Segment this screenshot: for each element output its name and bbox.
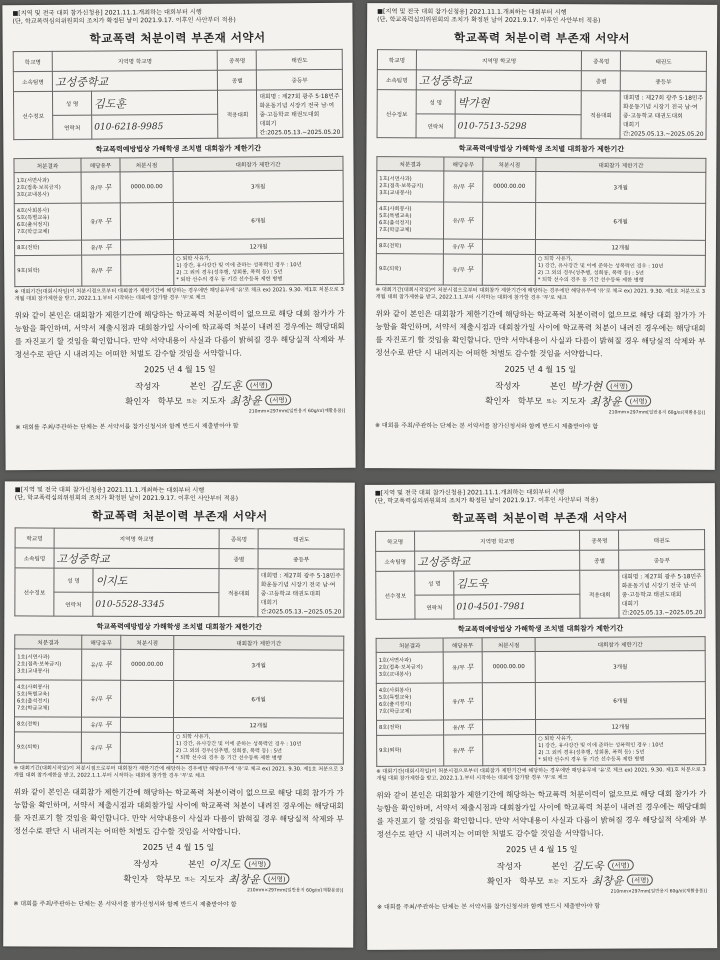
guide-seal: (서명)	[626, 395, 652, 406]
date-cell-empty	[482, 239, 535, 254]
division-value: 중등부	[257, 69, 343, 90]
competition-name: 대회명 : 제27회 광주 5·18민주화운동기념 시장기 전국 남·여 중·고등학교 태권도대회	[622, 95, 704, 120]
team-label: 소속팀명	[377, 70, 416, 90]
limit-note: ※ 대회기간(대회시작일)이 처분시점으로부터 대회참가 제한기간에 해당하는 경우에만 해당유무에 '유'로 체크 ex) 2021. 9.30. 제1호 처분으로 3개월 대회 참가제한을 받고, 2022.1.1.부터 시작하는 대회에 참가할 경우 '무'로 체크	[375, 287, 706, 302]
group2-cell: 4호(사회봉사) 5호(특별교육) 6호(출석정지) 7호(학급교체)	[376, 683, 443, 720]
yesno-cell: 유/무 무	[81, 172, 120, 203]
division-value: 중등부	[258, 549, 344, 569]
player-info-label: 선수정보	[377, 90, 416, 138]
pledge-text: 위와 같이 본인은 대회참가 제한기간에 해당하는 학교폭력 처분이력이 없으므로 해당 대회 참가가 가능함을 확인하며, 서약서 제출시점과 대회참가일 사이에 학교폭력 처분이 내려진 경우에는 해당대회를 자진포기 할 것임을 확인합니다. 만약 서약내용이 사실과 다름이 밝혀질 경우 해당실적 삭제와 부정선수로 판단 시 내려지는 어떠한 처벌도 감수할 것임을 서약합니다.	[13, 787, 344, 837]
col-date: 처분시점	[483, 157, 536, 171]
pledge-sheet	[2, 3, 355, 470]
col-period: 대회참가 제한기간	[536, 157, 706, 172]
guide-signature-hw: 최창윤	[589, 394, 622, 408]
yesno-cell: 유/무 무	[443, 202, 482, 239]
yesno-cell: 유/무 무	[81, 203, 120, 240]
name-label: 성 명	[54, 568, 93, 592]
form-header-line1: ■[지역 및 전국 대회 참가신청용] 2021.11.1.개최하는 대회부터 시행	[12, 8, 202, 18]
parent-label: 학부모	[156, 874, 181, 885]
competition-name: 대회명 : 제27회 광주 5·18민주화운동기념 시장기 전국 남·여 중·고등학교 태권도대회	[260, 573, 341, 598]
confirmer-row	[125, 392, 345, 409]
group1-period: 3개월	[173, 170, 343, 202]
date-cell-empty	[482, 254, 535, 285]
player-info-table	[377, 49, 707, 140]
name-handwriting: 박가현	[457, 96, 490, 110]
yesno-cell: 유/무 무	[444, 720, 483, 735]
form-header-line2: (단, 학교폭력심의위원회의 조치가 확정된 날이 2021.9.17. 이후인 사안부터 적용)	[374, 496, 599, 505]
limit-table	[376, 156, 707, 287]
col-period: 대회참가 제한기간	[535, 637, 705, 652]
form-title: 학교폭력 처분이력 부존재 서약서	[89, 30, 266, 46]
limit-table	[14, 634, 344, 764]
form-header-line1: ■[지역 및 전국 대회 참가신청용] 2021.11.1.개최하는 대회부터 시행	[374, 488, 565, 497]
name-label: 성 명	[415, 571, 454, 595]
group2-period: 6개월	[535, 682, 705, 720]
self-seal: (서명)	[246, 379, 272, 390]
phone-handwriting: 010-4501-7981	[456, 601, 526, 612]
competition-label: 적용대회	[581, 91, 620, 139]
school-handwriting: 고성중학교	[54, 74, 109, 89]
limit-note: ※ 대회기간(대회시작일)이 처분시점으로부터 대회참가 제한기간에 해당하는 경우에만 해당유무에 '유'로 체크 ex) 2021. 9.30. 제1호 처분으로 3개월 대회 참가제한을 받고, 2022.1.1.부터 시작하는 대회에 참가할 경우 '무'로 체크	[14, 286, 344, 303]
group1-cell: 1호(서면사과) 2호(접촉·보복금지) 3호(교내봉사)	[376, 652, 443, 683]
school-label: 학교명	[15, 528, 54, 548]
group1-cell: 1호(서면사과) 2호(접촉·보복금지) 3호(교내봉사)	[377, 171, 444, 202]
paper-spec: 210mm×297mm[일반용지 60g/㎡(재활용품)]	[248, 408, 346, 415]
self-signature-hw: 박가현	[570, 379, 603, 393]
name-handwriting: 이지도	[95, 574, 128, 588]
date-cell: 0000.00.00	[121, 649, 174, 680]
self-label: 본인	[551, 861, 568, 872]
yesno-cell: 유/무 무	[82, 255, 121, 286]
yesno-cell: 유/무 무	[81, 680, 120, 717]
team-label: 소속팀명	[376, 551, 415, 571]
row9-period: ○ 퇴학 사유가, 1) 강간, 유사강간 및 이에 준하는 성폭력인 경우 : 10년 2) 그 외의 경우(성추행, 성희롱, 폭력 등) : 5년 * 퇴학 선수의 경우 동 기간 선수등록 제한 병행	[535, 254, 705, 286]
event-value: 태권도	[621, 51, 707, 71]
date-cell-empty	[483, 735, 536, 766]
pledge-text: 위와 같이 본인은 대회참가 제한기간에 해당하는 학교폭력 처분이력이 없으므로 해당 대회 참가가 가능함을 확인하며, 서약서 제출시점과 대회참가일 사이에 학교폭력 처분이 내려진 경우에는 해당대회를 자진포기 할 것임을 확인합니다. 만약 서약내용이 사실과 다름이 밝혀질 경우 해당실적 삭제와 부정선수로 판단 시 내려지는 어떠한 처벌도 감수할 것임을 서약합니다.	[14, 308, 345, 360]
division-value: 중등부	[621, 71, 707, 91]
event-value: 태권도	[257, 49, 343, 70]
name-label: 성 명	[52, 91, 91, 115]
col-applicable: 해당유무	[81, 158, 120, 172]
division-label: 종별	[582, 71, 621, 91]
school-label: 학교명	[376, 531, 415, 551]
school-label: 학교명	[13, 51, 52, 71]
competition-name: 대회명 : 제27회 광주 5·18민주화운동기념 시장기 전국 남·여 중·고등학교 태권도대회	[621, 574, 702, 599]
pledge-date: 2025 년 4 월 15 일	[142, 842, 215, 853]
group2-period: 6개월	[535, 202, 705, 240]
pledge-sheet	[365, 483, 717, 950]
date-cell-empty	[482, 202, 535, 239]
col-period: 대회참가 제한기간	[173, 156, 343, 171]
name-label: 성 명	[416, 90, 455, 114]
form-header-line2: (단, 학교폭력심의위원회의 조치가 확정된 날이 2021.9.17. 이후인 사안부터 적용)	[12, 16, 236, 26]
limit-table	[376, 636, 707, 767]
player-info-table	[14, 527, 344, 617]
form-header-line1: ■[지역 및 전국 대회 참가신청용] 2021.11.1.개최하는 대회부터 시행	[377, 8, 567, 17]
writer-label: 작성자	[496, 861, 522, 872]
date-cell-empty	[120, 203, 173, 240]
competition-label: 적용대회	[580, 570, 619, 618]
guide-label: 지도자	[201, 396, 226, 407]
confirmer-row	[487, 872, 707, 888]
col-result: 처분결과	[377, 157, 444, 171]
col-period: 대회참가 제한기간	[174, 635, 344, 650]
yesno-cell: 유/무 무	[81, 717, 120, 732]
group1-period: 3개월	[535, 651, 705, 683]
event-label: 종목명	[582, 51, 621, 71]
division-label: 종별	[219, 549, 258, 569]
row8-cell: 8호(전학)	[376, 239, 443, 254]
row9-period: ○ 퇴학 사유가, 1) 강간, 유사강간 및 이에 준하는 성폭력인 경우 : 10년 2) 그 외의 경우(성추행, 성희롱, 폭력 등) : 5년 * 퇴학 선수의 경우 동 기간 선수등록 제한 병행	[173, 732, 343, 764]
confirmer-row	[123, 871, 343, 887]
yesno-cell: 유/무 무	[443, 683, 482, 720]
event-label: 종목명	[218, 50, 257, 70]
row8-cell: 8호(전학)	[15, 240, 82, 255]
form-footer: ※ 대회를 주최/주관하는 단체는 본 서약서를 참가신청서와 함께 반드시 제출받아야 함	[13, 900, 237, 909]
team-label: 소속팀명	[15, 548, 54, 568]
group2-cell: 4호(사회봉사) 5호(특별교육) 6호(출석정지) 7호(학급교체)	[376, 202, 443, 239]
region-school-label: 지역명 학교명	[415, 530, 580, 551]
form-footer: ※ 대회를 주최/주관하는 단체는 본 서약서를 참가신청서와 함께 반드시 제출받아야 함	[374, 422, 599, 431]
guide-signature-hw: 최창윤	[591, 874, 624, 888]
player-info-label: 선수정보	[15, 568, 54, 616]
self-seal: (서명)	[608, 860, 634, 871]
col-result: 처분결과	[14, 158, 81, 172]
row9-cell: 9호(퇴학)	[376, 254, 443, 285]
event-value: 태권도	[258, 529, 344, 549]
form-title: 학교폭력 처분이력 부존재 서약서	[453, 30, 631, 46]
or-label: 또는	[184, 876, 196, 883]
guide-seal: (서명)	[264, 873, 290, 884]
confirmer-label: 확인자	[125, 396, 150, 407]
confirmer-label: 확인자	[123, 874, 149, 885]
yesno-cell: 유/무 무	[444, 735, 483, 766]
competition-label: 적용대회	[218, 90, 257, 138]
row8-period: 12개월	[173, 717, 343, 733]
limit-section-title: 학교폭력예방법상 가해학생 조치별 대회참가 제한기간	[95, 144, 262, 154]
form-title: 학교폭력 처분이력 부존재 서약서	[451, 510, 629, 526]
group2-cell: 4호(사회봉사) 5호(특별교육) 6호(출석정지) 7호(학급교체)	[14, 203, 81, 240]
pledge-text: 위와 같이 본인은 대회참가 제한기간에 해당하는 학교폭력 처분이력이 없으므로 해당 대회 참가가 가능함을 확인하며, 서약서 제출시점과 대회참가일 사이에 학교폭력 처분이 내려진 경우에는 해당대회를 자진포기 할 것임을 확인합니다. 만약 서약내용이 사실과 다름이 밝혀질 경우 해당실적 삭제와 부정선수로 판단 시 내려지는 어떠한 처벌도 감수할 것임을 서약합니다.	[375, 309, 706, 359]
phone-handwriting: 010-5528-3345	[95, 599, 165, 610]
paper-spec: 210mm×297mm[일반용지 60g/㎡(재활용품)]	[608, 410, 706, 416]
row9-period: ○ 퇴학 사유가, 1) 강간, 유사강간 및 이에 준하는 성폭력인 경우 : 10년 2) 그 외의 경우(성추행, 성희롱, 폭력 등) : 5년 * 퇴학 선수의 경우 동 기간 선수등록 제한 병행	[174, 253, 344, 285]
date-cell: 0000.00.00	[120, 172, 173, 203]
form-header-line2: (단, 학교폭력심의위원회의 조치가 확정된 날이 2021.9.17. 이후인 사안부터 적용)	[377, 16, 601, 25]
school-handwriting: 고성중학교	[56, 552, 110, 566]
guide-seal: (서명)	[627, 874, 653, 885]
col-date: 처분시점	[120, 158, 173, 172]
pledge-sheet	[365, 3, 717, 470]
limit-note: ※ 대회기간(대회시작일)이 처분시점으로부터 대회참가 제한기간에 해당하는 경우에만 해당유무에 '유'로 체크 ex) 2021. 9.30. 제1호 처분으로 3개월 대회 참가제한을 받고, 2022.1.1.부터 시작하는 대회에 참가할 경우 '무'로 체크	[376, 767, 706, 782]
confirmer-row	[485, 393, 705, 409]
form-title: 학교폭력 처분이력 부존재 서약서	[91, 508, 268, 524]
writer-label: 작성자	[135, 381, 160, 392]
guide-signature-hw: 최창윤	[229, 393, 262, 408]
pledge-date: 2025 년 4 월 15 일	[144, 364, 216, 375]
region-school-label: 지역명 학교명	[54, 528, 219, 549]
contact-label: 연락처	[416, 114, 455, 138]
writer-row	[497, 857, 707, 873]
division-label: 종별	[218, 70, 257, 90]
school-handwriting: 고성중학교	[417, 554, 471, 569]
yesno-cell: 유/무 무	[443, 652, 482, 683]
yesno-cell: 유/무 무	[443, 239, 482, 254]
date-cell-empty	[120, 717, 173, 732]
player-info-table	[375, 529, 705, 620]
col-result: 처분결과	[376, 638, 443, 652]
region-school-label: 지역명 학교명	[52, 50, 218, 71]
confirmer-label: 확인자	[485, 396, 510, 407]
guide-label: 지도자	[561, 396, 586, 407]
guide-label: 지도자	[199, 874, 225, 885]
date-cell-empty	[120, 680, 173, 717]
self-label: 본인	[549, 381, 567, 392]
limit-note: ※ 대회기간(대회시작일)이 처분시점으로부터 대회참가 제한기간에 해당하는 경우에만 해당유무에 '유'로 체크 ex) 2021. 9.30. 제1호 처분으로 3개월 대회 참가제한을 받고, 2022.1.1.부터 시작하는 대회에 참가할 경우 '무'로 체크	[13, 765, 344, 780]
date-cell: 0000.00.00	[483, 171, 536, 202]
or-label: 또는	[548, 878, 559, 885]
division-label: 종별	[580, 550, 619, 570]
phone-handwriting: 010-7513-5298	[457, 121, 527, 132]
pledge-date: 2025 년 4 월 15 일	[504, 364, 577, 375]
row8-cell: 8호(전학)	[377, 720, 444, 735]
competition-period: 대회기간:2025.05.13.~2025.05.20	[621, 601, 703, 617]
competition-period: 대회기간:2025.05.13.~2025.05.20	[622, 122, 704, 138]
date-cell-empty	[482, 683, 535, 720]
yesno-cell: 유/무 무	[82, 649, 121, 680]
name-handwriting: 김도훈	[94, 96, 127, 111]
or-label: 또는	[186, 398, 198, 405]
group1-period: 3개월	[536, 171, 706, 203]
pledge-sheet	[3, 481, 355, 947]
writer-row	[133, 856, 343, 872]
limit-section-title: 학교폭력예방법상 가해학생 조치별 대회참가 제한기간	[457, 624, 624, 634]
row8-period: 12개월	[535, 239, 705, 255]
writer-row	[135, 377, 345, 393]
confirmer-label: 확인자	[486, 876, 512, 887]
pledge-text: 위와 같이 본인은 대회참가 제한기간에 해당하는 학교폭력 처분이력이 없으므로 해당 대회 참가가 가능함을 확인하며, 서약서 제출시점과 대회참가일 사이에 학교폭력 처분이 내려진 경우에는 해당대회를 자진포기 할 것임을 확인합니다. 만약 서약내용이 사실과 다름이 밝혀질 경우 해당실적 삭제와 부정선수로 판단 시 내려지는 어떠한 처벌도 감수할 것임을 서약합니다.	[376, 789, 707, 839]
self-label: 본인	[189, 381, 207, 392]
row8-period: 12개월	[174, 238, 344, 254]
group2-cell: 4호(사회봉사) 5호(특별교육) 6호(출석정지) 7호(학급교체)	[14, 680, 81, 717]
col-date: 처분시점	[121, 635, 174, 649]
region-school-label: 지역명 학교명	[416, 50, 581, 71]
group2-period: 6개월	[173, 201, 343, 239]
self-label: 본인	[188, 859, 205, 870]
contact-label: 연락처	[54, 592, 93, 616]
self-seal: (서명)	[606, 380, 632, 391]
contact-label: 연락처	[415, 595, 454, 619]
group1-cell: 1호(서면사과) 2호(접촉·보복금지) 3호(교내봉사)	[15, 649, 82, 680]
player-info-label: 선수정보	[376, 571, 415, 619]
group1-period: 3개월	[174, 649, 344, 681]
col-result: 처분결과	[15, 635, 82, 649]
col-applicable: 해당유무	[444, 157, 483, 171]
row9-cell: 9호(퇴학)	[377, 735, 444, 766]
row9-cell: 9호(퇴학)	[15, 255, 82, 286]
parent-label: 학부모	[519, 876, 545, 887]
form-header-line1: ■[지역 및 전국 대회 참가신청용] 2021.11.1.개최하는 대회부터 시행	[14, 486, 205, 495]
event-label: 종목명	[219, 529, 258, 549]
writer-label: 작성자	[495, 381, 520, 392]
paper-spec: 210mm×297mm[일반용지 60g/㎡(재활용품)]	[610, 889, 707, 895]
competition-period: 대회기간:2025.05.13.~2025.05.20	[260, 600, 342, 616]
guide-seal: (서명)	[266, 394, 292, 405]
group2-period: 6개월	[173, 680, 343, 718]
competition-label: 적용대회	[219, 569, 258, 617]
writer-label: 작성자	[133, 859, 159, 870]
parent-label: 학부모	[517, 396, 543, 407]
writer-row	[495, 378, 705, 394]
date-cell-empty	[121, 240, 174, 255]
yesno-cell: 유/무 무	[444, 171, 483, 202]
date-cell-empty	[483, 720, 536, 735]
form-footer: ※ 대회를 주최/주관하는 단체는 본 서약서를 참가신청서와 함께 반드시 제출받아야 함	[15, 422, 239, 432]
limit-section-title: 학교폭력예방법상 가해학생 조치별 대회참가 제한기간	[458, 144, 625, 154]
contact-label: 연락처	[53, 115, 92, 139]
yesno-cell: 유/무 무	[81, 732, 120, 763]
pledge-date: 2025 년 4 월 15 일	[505, 844, 578, 855]
row8-cell: 8호(전학)	[14, 717, 81, 732]
date-cell-empty	[120, 732, 173, 763]
self-seal: (서명)	[244, 858, 270, 869]
school-handwriting: 고성중학교	[418, 73, 472, 88]
player-info-label: 선수정보	[13, 91, 52, 139]
division-value: 중등부	[619, 550, 705, 570]
player-info-table	[13, 49, 344, 140]
guide-signature-hw: 최창윤	[227, 872, 260, 886]
self-signature-hw: 김도훈	[210, 379, 243, 393]
row8-period: 12개월	[536, 719, 706, 735]
self-signature-hw: 이지도	[208, 857, 241, 871]
yesno-cell: 유/무 무	[82, 240, 121, 255]
competition-period: 대회기간:2025.05.13.~2025.05.20	[259, 121, 341, 137]
or-label: 또는	[546, 398, 558, 405]
event-value: 태권도	[619, 530, 705, 550]
school-label: 학교명	[377, 50, 416, 70]
col-date: 처분시점	[482, 638, 535, 652]
form-header-line2: (단, 학교폭력심의위원회의 조치가 확정된 날이 2021.9.17. 이후인 사안부터 적용)	[14, 494, 239, 503]
form-footer: ※ 대회를 주최/주관하는 단체는 본 서약서를 참가신청서와 함께 반드시 제출받아야 함	[376, 902, 601, 911]
date-cell-empty	[121, 255, 174, 286]
limit-section-title: 학교폭력예방법상 가해학생 조치별 대회참가 제한기간	[96, 622, 262, 632]
col-applicable: 해당유무	[443, 638, 482, 652]
paper-spec: 210mm×297mm[일반용지 60g/㎡(재활용품)]	[247, 888, 344, 894]
col-applicable: 해당유무	[82, 635, 121, 649]
row9-period: ○ 퇴학 사유가, 1) 강간, 유사강간 및 이에 준하는 성폭력인 경우 : 10년 2) 그 외의 경우(성추행, 성희롱, 폭력 등) : 5년 * 퇴학 선수의 경우 동 기간 선수등록 제한 병행	[536, 734, 706, 766]
yesno-cell: 유/무 무	[443, 254, 482, 285]
name-handwriting: 김도욱	[456, 576, 489, 590]
limit-table	[13, 156, 344, 287]
date-cell: 0000.00.00	[482, 652, 535, 683]
guide-label: 지도자	[562, 876, 588, 887]
phone-handwriting: 010-6218-9985	[94, 121, 164, 133]
parent-label: 학부모	[157, 396, 183, 407]
row9-cell: 9호(퇴학)	[14, 732, 81, 763]
team-label: 소속팀명	[13, 71, 52, 91]
competition-name: 대회명 : 제27회 광주 5·18민주화운동기념 시장기 전국 남·여 중·고등학교 태권도대회	[259, 93, 340, 119]
self-signature-hw: 김도욱	[571, 859, 604, 873]
event-label: 종목명	[580, 530, 619, 550]
group1-cell: 1호(서면사과) 2호(접촉·보복금지) 3호(교내봉사)	[14, 172, 81, 203]
